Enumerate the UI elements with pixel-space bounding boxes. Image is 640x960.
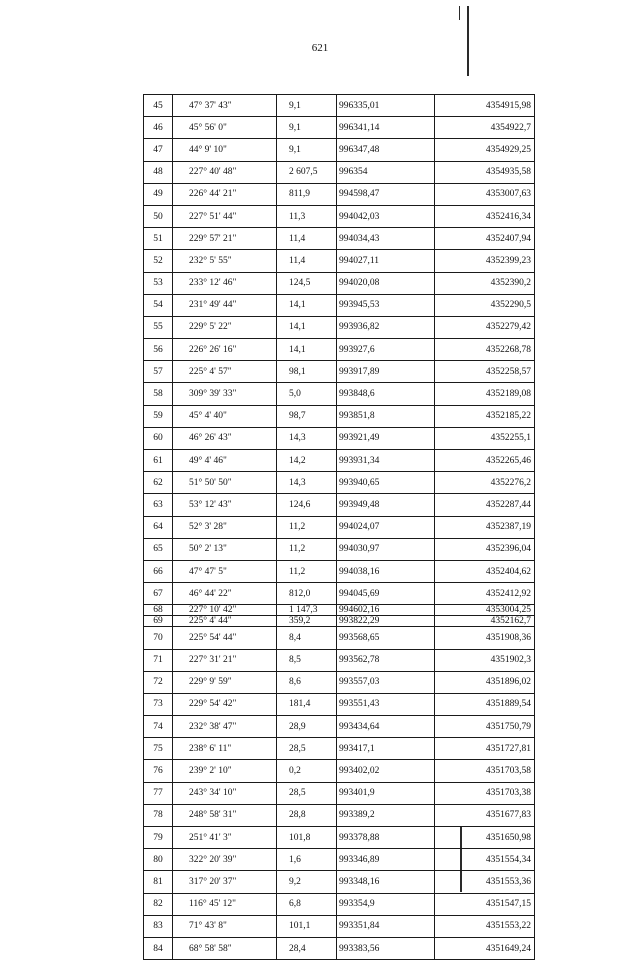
- direction-angle-cell: 68° 58' 58": [173, 937, 277, 959]
- y-coordinate-cell: 4351554,34: [435, 849, 535, 871]
- point-number-cell: 51: [144, 228, 173, 250]
- table-row: [144, 804, 535, 826]
- table-row: [144, 915, 535, 937]
- point-number-cell: 74: [144, 716, 173, 738]
- length-cell: 1 147,3: [277, 605, 337, 616]
- point-number-cell: 65: [144, 538, 173, 560]
- x-coordinate-cell: 993378,88: [337, 827, 435, 849]
- length-cell: 5,0: [277, 383, 337, 405]
- x-coordinate-cell: 993417,1: [337, 738, 435, 760]
- x-coordinate-cell: 996354: [337, 161, 435, 183]
- x-coordinate-cell: 993402,02: [337, 760, 435, 782]
- point-number-cell: 46: [144, 117, 173, 139]
- length-cell: 98,1: [277, 361, 337, 383]
- direction-angle-cell: 226° 44' 21": [173, 183, 277, 205]
- direction-angle-cell: 226° 26' 16": [173, 339, 277, 361]
- table-row: [144, 937, 535, 959]
- length-cell: 11,2: [277, 516, 337, 538]
- direction-angle-cell: 229° 5' 22": [173, 316, 277, 338]
- point-number-cell: 67: [144, 583, 173, 605]
- point-number-cell: 82: [144, 893, 173, 915]
- y-coordinate-cell: 4352276,2: [435, 472, 535, 494]
- direction-angle-cell: 45° 56' 0": [173, 117, 277, 139]
- y-coordinate-cell: 4351902,3: [435, 649, 535, 671]
- table-row: [144, 427, 535, 449]
- point-number-cell: 78: [144, 804, 173, 826]
- direction-angle-cell: 227° 31' 21": [173, 649, 277, 671]
- table-row: [144, 849, 535, 871]
- point-number-cell: 60: [144, 427, 173, 449]
- direction-angle-cell: 51° 50' 50": [173, 472, 277, 494]
- table-row: [144, 205, 535, 227]
- table-row: [144, 627, 535, 649]
- length-cell: 9,2: [277, 871, 337, 893]
- x-coordinate-cell: 993351,84: [337, 915, 435, 937]
- table-row: [144, 693, 535, 715]
- y-coordinate-cell: 4354935,58: [435, 161, 535, 183]
- x-coordinate-cell: 994027,11: [337, 250, 435, 272]
- x-coordinate-cell: 996341,14: [337, 117, 435, 139]
- direction-angle-cell: 227° 51' 44": [173, 205, 277, 227]
- y-coordinate-cell: 4351649,24: [435, 937, 535, 959]
- x-coordinate-cell: 994034,43: [337, 228, 435, 250]
- length-cell: 101,8: [277, 827, 337, 849]
- x-coordinate-cell: 993346,89: [337, 849, 435, 871]
- table-row: [144, 117, 535, 139]
- x-coordinate-cell: 993562,78: [337, 649, 435, 671]
- x-coordinate-cell: 993557,03: [337, 671, 435, 693]
- x-coordinate-cell: 993822,29: [337, 616, 435, 627]
- direction-angle-cell: 46° 26' 43": [173, 427, 277, 449]
- length-cell: 14,3: [277, 472, 337, 494]
- y-coordinate-cell: 4352412,92: [435, 583, 535, 605]
- length-cell: 8,6: [277, 671, 337, 693]
- length-cell: 0,2: [277, 760, 337, 782]
- y-coordinate-cell: 4352255,1: [435, 427, 535, 449]
- table-row: [144, 760, 535, 782]
- x-coordinate-cell: 994020,08: [337, 272, 435, 294]
- y-coordinate-cell: 4352399,23: [435, 250, 535, 272]
- point-number-cell: 57: [144, 361, 173, 383]
- length-cell: 14,1: [277, 316, 337, 338]
- table-row: [144, 272, 535, 294]
- table-row: [144, 95, 535, 117]
- x-coordinate-cell: 993931,34: [337, 450, 435, 472]
- point-number-cell: 45: [144, 95, 173, 117]
- x-coordinate-cell: 993383,56: [337, 937, 435, 959]
- point-number-cell: 58: [144, 383, 173, 405]
- table-row: [144, 294, 535, 316]
- point-number-cell: 62: [144, 472, 173, 494]
- direction-angle-cell: 227° 40' 48": [173, 161, 277, 183]
- scan-edge-mark-top: [467, 6, 469, 76]
- direction-angle-cell: 45° 4' 40": [173, 405, 277, 427]
- table-row: [144, 649, 535, 671]
- point-number-cell: 80: [144, 849, 173, 871]
- y-coordinate-cell: 4352387,19: [435, 516, 535, 538]
- y-coordinate-cell: 4352162,7: [435, 616, 535, 627]
- x-coordinate-cell: 993551,43: [337, 693, 435, 715]
- length-cell: 1,6: [277, 849, 337, 871]
- x-coordinate-cell: 993940,65: [337, 472, 435, 494]
- direction-angle-cell: 50° 2' 13": [173, 538, 277, 560]
- x-coordinate-cell: 993401,9: [337, 782, 435, 804]
- point-number-cell: 63: [144, 494, 173, 516]
- y-coordinate-cell: 4352416,34: [435, 205, 535, 227]
- point-number-cell: 79: [144, 827, 173, 849]
- length-cell: 11,2: [277, 538, 337, 560]
- point-number-cell: 64: [144, 516, 173, 538]
- table-row: [144, 516, 535, 538]
- table-row: [144, 183, 535, 205]
- y-coordinate-cell: 4352287,44: [435, 494, 535, 516]
- point-number-cell: 70: [144, 627, 173, 649]
- length-cell: 11,4: [277, 250, 337, 272]
- direction-angle-cell: 309° 39' 33": [173, 383, 277, 405]
- table-row: [144, 871, 535, 893]
- direction-angle-cell: 227° 10' 42": [173, 605, 277, 616]
- table-row: [144, 472, 535, 494]
- direction-angle-cell: 233° 12' 46": [173, 272, 277, 294]
- y-coordinate-cell: 4351677,83: [435, 804, 535, 826]
- length-cell: 28,4: [277, 937, 337, 959]
- x-coordinate-cell: 993389,2: [337, 804, 435, 826]
- y-coordinate-cell: 4354915,98: [435, 95, 535, 117]
- length-cell: 9,1: [277, 117, 337, 139]
- page-number: 621: [311, 42, 329, 54]
- y-coordinate-cell: 4351553,36: [435, 871, 535, 893]
- direction-angle-cell: 251° 41' 3": [173, 827, 277, 849]
- point-number-cell: 83: [144, 915, 173, 937]
- x-coordinate-cell: 993851,8: [337, 405, 435, 427]
- x-coordinate-cell: 994045,69: [337, 583, 435, 605]
- length-cell: 124,6: [277, 494, 337, 516]
- x-coordinate-cell: 994602,16: [337, 605, 435, 616]
- point-number-cell: 47: [144, 139, 173, 161]
- x-coordinate-cell: 993921,49: [337, 427, 435, 449]
- x-coordinate-cell: 993348,16: [337, 871, 435, 893]
- point-number-cell: 77: [144, 782, 173, 804]
- x-coordinate-cell: 993927,6: [337, 339, 435, 361]
- point-number-cell: 59: [144, 405, 173, 427]
- length-cell: 812,0: [277, 583, 337, 605]
- x-coordinate-cell: 993354,9: [337, 893, 435, 915]
- point-number-cell: 71: [144, 649, 173, 671]
- point-number-cell: 76: [144, 760, 173, 782]
- table-row: [144, 250, 535, 272]
- point-number-cell: 50: [144, 205, 173, 227]
- y-coordinate-cell: 4354922,7: [435, 117, 535, 139]
- y-coordinate-cell: 4352189,08: [435, 383, 535, 405]
- direction-angle-cell: 239° 2' 10": [173, 760, 277, 782]
- x-coordinate-cell: 996347,48: [337, 139, 435, 161]
- y-coordinate-cell: 4354929,25: [435, 139, 535, 161]
- length-cell: 28,9: [277, 716, 337, 738]
- table-row: [144, 782, 535, 804]
- length-cell: 9,1: [277, 139, 337, 161]
- length-cell: 124,5: [277, 272, 337, 294]
- direction-angle-cell: 116° 45' 12": [173, 893, 277, 915]
- length-cell: 28,8: [277, 804, 337, 826]
- x-coordinate-cell: 993434,64: [337, 716, 435, 738]
- y-coordinate-cell: 4351703,58: [435, 760, 535, 782]
- point-number-cell: 66: [144, 560, 173, 582]
- direction-angle-cell: 49° 4' 46": [173, 450, 277, 472]
- coordinates-table: [143, 94, 535, 960]
- table-row: [144, 339, 535, 361]
- direction-angle-cell: 225° 54' 44": [173, 627, 277, 649]
- coordinates-table-body: [144, 95, 535, 960]
- y-coordinate-cell: 4351703,38: [435, 782, 535, 804]
- length-cell: 6,8: [277, 893, 337, 915]
- length-cell: 11,3: [277, 205, 337, 227]
- length-cell: 11,4: [277, 228, 337, 250]
- length-cell: 98,7: [277, 405, 337, 427]
- point-number-cell: 53: [144, 272, 173, 294]
- direction-angle-cell: 232° 5' 55": [173, 250, 277, 272]
- direction-angle-cell: 243° 34' 10": [173, 782, 277, 804]
- length-cell: 14,1: [277, 294, 337, 316]
- table-row: [144, 716, 535, 738]
- length-cell: 9,1: [277, 95, 337, 117]
- point-number-cell: 52: [144, 250, 173, 272]
- table-row: [144, 560, 535, 582]
- y-coordinate-cell: 4351727,81: [435, 738, 535, 760]
- direction-angle-cell: 44° 9' 10": [173, 139, 277, 161]
- table-row: [144, 494, 535, 516]
- y-coordinate-cell: 4352279,42: [435, 316, 535, 338]
- direction-angle-cell: 225° 4' 44": [173, 616, 277, 627]
- direction-angle-cell: 232° 38' 47": [173, 716, 277, 738]
- y-coordinate-cell: 4352396,04: [435, 538, 535, 560]
- length-cell: 181,4: [277, 693, 337, 715]
- length-cell: 14,3: [277, 427, 337, 449]
- y-coordinate-cell: 4351750,79: [435, 716, 535, 738]
- length-cell: 14,1: [277, 339, 337, 361]
- point-number-cell: 61: [144, 450, 173, 472]
- point-number-cell: 49: [144, 183, 173, 205]
- x-coordinate-cell: 993568,65: [337, 627, 435, 649]
- point-number-cell: 55: [144, 316, 173, 338]
- x-coordinate-cell: 993917,89: [337, 361, 435, 383]
- direction-angle-cell: 47° 37' 43": [173, 95, 277, 117]
- direction-angle-cell: 229° 57' 21": [173, 228, 277, 250]
- y-coordinate-cell: 4352404,62: [435, 560, 535, 582]
- point-number-cell: 73: [144, 693, 173, 715]
- direction-angle-cell: 322° 20' 39": [173, 849, 277, 871]
- point-number-cell: 84: [144, 937, 173, 959]
- table-row: [144, 228, 535, 250]
- point-number-cell: 75: [144, 738, 173, 760]
- table-row: [144, 450, 535, 472]
- x-coordinate-cell: 994598,47: [337, 183, 435, 205]
- y-coordinate-cell: 4352258,57: [435, 361, 535, 383]
- length-cell: 359,2: [277, 616, 337, 627]
- direction-angle-cell: 53° 12' 43": [173, 494, 277, 516]
- table-row: [144, 361, 535, 383]
- x-coordinate-cell: 994038,16: [337, 560, 435, 582]
- y-coordinate-cell: 4351553,22: [435, 915, 535, 937]
- table-row: [144, 161, 535, 183]
- x-coordinate-cell: 994030,97: [337, 538, 435, 560]
- y-coordinate-cell: 4353007,63: [435, 183, 535, 205]
- y-coordinate-cell: 4351547,15: [435, 893, 535, 915]
- table-row: [144, 616, 535, 627]
- length-cell: 8,4: [277, 627, 337, 649]
- length-cell: 14,2: [277, 450, 337, 472]
- length-cell: 28,5: [277, 782, 337, 804]
- point-number-cell: 54: [144, 294, 173, 316]
- direction-angle-cell: 248° 58' 31": [173, 804, 277, 826]
- direction-angle-cell: 229° 9' 59": [173, 671, 277, 693]
- x-coordinate-cell: 993936,82: [337, 316, 435, 338]
- table-row: [144, 139, 535, 161]
- point-number-cell: 69: [144, 616, 173, 627]
- table-row: [144, 605, 535, 616]
- y-coordinate-cell: 4352390,2: [435, 272, 535, 294]
- direction-angle-cell: 238° 6' 11": [173, 738, 277, 760]
- y-coordinate-cell: 4353004,25: [435, 605, 535, 616]
- y-coordinate-cell: 4351908,36: [435, 627, 535, 649]
- direction-angle-cell: 231° 49' 44": [173, 294, 277, 316]
- y-coordinate-cell: 4352265,46: [435, 450, 535, 472]
- y-coordinate-cell: 4351650,98: [435, 827, 535, 849]
- x-coordinate-cell: 994024,07: [337, 516, 435, 538]
- table-row: [144, 738, 535, 760]
- point-number-cell: 56: [144, 339, 173, 361]
- direction-angle-cell: 229° 54' 42": [173, 693, 277, 715]
- point-number-cell: 72: [144, 671, 173, 693]
- table-row: [144, 316, 535, 338]
- y-coordinate-cell: 4352185,22: [435, 405, 535, 427]
- point-number-cell: 81: [144, 871, 173, 893]
- point-number-cell: 68: [144, 605, 173, 616]
- y-coordinate-cell: 4351896,02: [435, 671, 535, 693]
- direction-angle-cell: 317° 20' 37": [173, 871, 277, 893]
- x-coordinate-cell: 993949,48: [337, 494, 435, 516]
- x-coordinate-cell: 994042,03: [337, 205, 435, 227]
- x-coordinate-cell: 996335,01: [337, 95, 435, 117]
- direction-angle-cell: 225° 4' 57": [173, 361, 277, 383]
- direction-angle-cell: 47° 47' 5": [173, 560, 277, 582]
- y-coordinate-cell: 4352268,78: [435, 339, 535, 361]
- length-cell: 101,1: [277, 915, 337, 937]
- table-row: [144, 583, 535, 605]
- length-cell: 8,5: [277, 649, 337, 671]
- table-row: [144, 405, 535, 427]
- x-coordinate-cell: 993945,53: [337, 294, 435, 316]
- length-cell: 28,5: [277, 738, 337, 760]
- table-row: [144, 383, 535, 405]
- direction-angle-cell: 46° 44' 22": [173, 583, 277, 605]
- table-row: [144, 893, 535, 915]
- length-cell: 811,9: [277, 183, 337, 205]
- length-cell: 2 607,5: [277, 161, 337, 183]
- y-coordinate-cell: 4352290,5: [435, 294, 535, 316]
- length-cell: 11,2: [277, 560, 337, 582]
- scan-edge-mark-top-small: [459, 6, 460, 20]
- direction-angle-cell: 71° 43' 8": [173, 915, 277, 937]
- direction-angle-cell: 52° 3' 28": [173, 516, 277, 538]
- y-coordinate-cell: 4351889,54: [435, 693, 535, 715]
- x-coordinate-cell: 993848,6: [337, 383, 435, 405]
- table-row: [144, 538, 535, 560]
- point-number-cell: 48: [144, 161, 173, 183]
- table-row: [144, 827, 535, 849]
- table-row: [144, 671, 535, 693]
- y-coordinate-cell: 4352407,94: [435, 228, 535, 250]
